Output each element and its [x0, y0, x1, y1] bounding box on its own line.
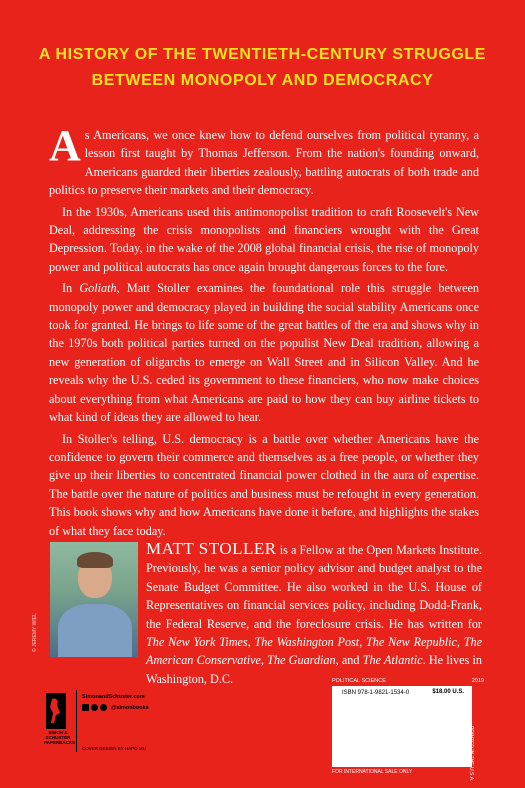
- barcode-area: [332, 678, 484, 782]
- publication-2: The Washington Post: [254, 635, 360, 650]
- publisher-website[interactable]: SimonandSchuster.com: [82, 694, 145, 700]
- author-bio: [146, 540, 482, 688]
- publisher-name: [44, 730, 76, 745]
- category-label: POLITICAL SCIENCE: [332, 678, 386, 684]
- international-sale-label: FOR INTERNATIONAL SALE ONLY: [332, 769, 413, 775]
- headline-line-1: A HISTORY OF THE TWENTIETH-CENTURY STRUGGLE: [38, 46, 487, 63]
- bio-separator: ,: [260, 653, 268, 668]
- year-label: 2019: [471, 678, 484, 684]
- publisher-divider: [76, 690, 77, 752]
- bio-text-1: is a Fellow at the Open Markets Institute. Previously, he was a senior policy advisor and budget analyst to the Senate Budget Committee. He also worked in the U.S. House of Representatives on financial services policy, including Dodd-Frank, the Federal Reserve, and the foreclosure crisis. He has written for: [146, 543, 482, 631]
- publisher-name-line-2: SCHUSTER: [45, 735, 71, 740]
- description-body: [49, 121, 480, 543]
- publisher-handle: @simonbooks: [111, 704, 149, 711]
- drop-cap: A: [49, 121, 81, 170]
- headline-line-2: BETWEEN MONOPOLY AND DEMOCRACY: [91, 72, 434, 89]
- printed-in-label: PRINTED IN THE U.S.A.: [468, 726, 474, 782]
- photo-credit: © JEREMY WIEL: [32, 613, 38, 652]
- twitter-icon[interactable]: [91, 704, 98, 711]
- publication-3: The New Republic: [366, 635, 457, 650]
- paragraph-2: In the 1930s, Americans used this antimonopolist tradition to craft Roosevelt's New Deal, addressing the crisis monopolists and financiers wrought with the Great Depression. Today, in the wake of the 2008 global financial crisis, the rise of monopoly power and political autocrats has once again brought dangerous forces to the fore.: [49, 204, 479, 274]
- paragraph-3-text: , Matt Stoller examines the foundational role this struggle between monopoly power and democracy played in building the social stability Americans once took for granted. He brings to life some of the great battles of the era and shows why in the 1970s both political parties turned on the populist New Deal tradition, allowing a new generation of oligarchs to emerge on Wall Street and in Silicon Valley. And he reveals why the U.S. ceded its government to these financiers, who now make choices about everything from what Americans are paid to how they can buy airline tickets to what kind of ideas they are allowed to hear.: [49, 281, 480, 425]
- facebook-icon[interactable]: [82, 704, 89, 711]
- publication-1: The New York Times: [146, 635, 248, 650]
- publisher-social: [82, 704, 149, 711]
- bio-separator: , and: [335, 653, 363, 668]
- publication-6: The Atlantic: [362, 653, 423, 668]
- author-photo-shirt: [58, 604, 132, 657]
- author-photo-hair: [77, 552, 113, 568]
- author-name: MATT STOLLER: [146, 539, 277, 558]
- paragraph-3-lead: In: [62, 281, 80, 296]
- bio-text-2: . He lives in Washington, D.C.: [146, 653, 482, 686]
- paragraph-4: In Stoller's telling, U.S. democracy is a battle over whether Americans have the confidence to govern their commerce and themselves as a free people, or whether they give up their liberties to concentrated financial power clothed in the aura of expertise. The battle over the nature of politics and business must be refought in every generation. This book shows why and how Americans have done it before, and highlights the stakes of what they face today.: [49, 431, 479, 538]
- instagram-icon[interactable]: [100, 704, 107, 711]
- bio-separator: ,: [359, 635, 367, 650]
- barcode-panel: [332, 686, 472, 767]
- paragraph-1-text: s Americans, we once knew how to defend ourselves from political tyranny, a lesson first taught by Thomas Jefferson. From the nation's founding onward, Americans guarded their liberties zealously, battling autocrats of both trade and politics to preserve their markets and their democracy.: [49, 128, 479, 198]
- book-title: Goliath: [79, 281, 117, 296]
- cover-design-credit: COVER DESIGN BY HAPO MU: [82, 746, 146, 751]
- publisher-name-line-3: PAPERBACKS: [44, 740, 76, 745]
- paragraph-3: [49, 279, 479, 426]
- paragraph-1: [49, 121, 479, 200]
- author-photo: [50, 542, 138, 657]
- price-label: $18.00 U.S.: [432, 689, 464, 695]
- bio-separator: ,: [456, 635, 464, 650]
- bio-separator: ,: [247, 635, 255, 650]
- publication-5: The Guardian: [267, 653, 336, 668]
- cover-headline: [0, 42, 525, 94]
- barcode-header: [332, 678, 484, 684]
- isbn-label: ISBN 978-1-9821-1534-0: [342, 690, 410, 696]
- publisher-name-line-1: SIMON &: [48, 730, 68, 735]
- publisher-block: [44, 690, 174, 780]
- publication-4: The American Conservative: [146, 635, 483, 668]
